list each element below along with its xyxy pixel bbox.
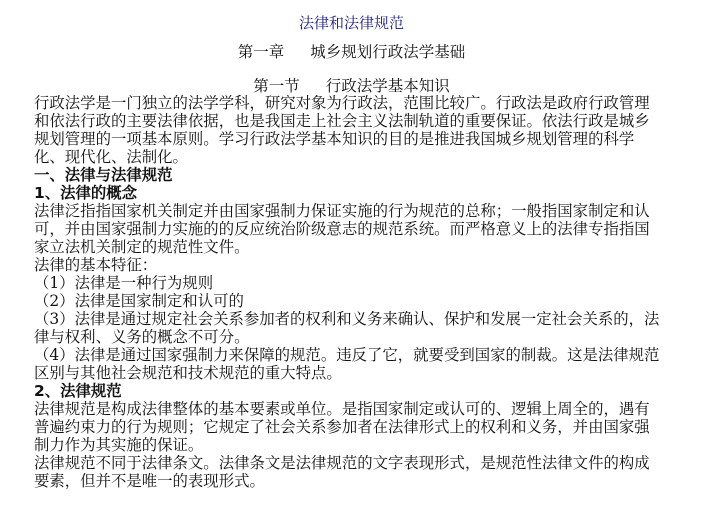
text-line: （2）法律是国家制定和认可的 (34, 292, 244, 310)
subheading-line: 一、法律与法律规范 (34, 166, 173, 184)
chapter-heading (0, 40, 703, 62)
text-line: 法律的基本特征： (34, 256, 158, 274)
text-line: 要素，但并不是唯一的表现形式。 (34, 472, 265, 490)
text-line: （3）法律是通过规定社会关系参加者的权利和义务来确认、保护和发展一定社会关系的，法 (34, 310, 660, 328)
chapter-name: 城乡规划行政法学基础 (310, 43, 466, 61)
text-line: 普遍约束力的行为规则；它规定了社会关系参加者在法律形式上的权利和义务，并由国家强 (34, 418, 650, 436)
document-title: 法律和法律规范 (298, 14, 404, 32)
text-line: 家立法机关制定的规范性文件。 (34, 238, 250, 256)
text-line: 化、现代化、法制化。 (34, 148, 188, 166)
document-body (34, 94, 694, 490)
section-number: 第一节 (253, 77, 300, 95)
subheading-line: 2、法律规范 (34, 382, 122, 400)
text-line: 法律规范不同于法律条文。法律条文是法律规范的文字表现形式，是规范性法律文件的构成 (34, 454, 650, 472)
section-name: 行政法学基本知识 (325, 77, 450, 95)
text-line: 行政法学是一门独立的法学学科，研究对象为行政法，范围比较广。行政法是政府行政管理 (34, 94, 650, 112)
text-line: 律与权利、义务的概念不可分。 (34, 328, 250, 346)
subheading-line: 1、法律的概念 (34, 184, 138, 202)
text-line: （4）法律是通过国家强制力来保障的规范。违反了它，就要受到国家的制裁。这是法律规范 (34, 346, 660, 364)
text-line: （1）法律是一种行为规则 (34, 274, 214, 292)
text-line: 制力作为其实施的保证。 (34, 436, 204, 454)
text-line: 区别与其他社会规范和技术规范的重大特点。 (34, 364, 342, 382)
chapter-number: 第一章 (237, 43, 285, 61)
text-line: 法律泛指指国家机关制定并由国家强制力保证实施的行为规范的总称；一般指国家制定和认 (34, 202, 650, 220)
text-line: 和依法行政的主要法律依据，也是我国走上社会主义法制轨道的重要保证。依法行政是城乡 (34, 112, 650, 130)
text-line: 可，并由国家强制力实施的的反应统治阶级意志的规范系统。而严格意义上的法律专指指国 (34, 220, 650, 238)
section-heading (0, 74, 703, 96)
text-line: 法律规范是构成法律整体的基本要素或单位。是指国家制定或认可的、逻辑上周全的，遇有 (34, 400, 650, 418)
text-line: 规划管理的一项基本原则。学习行政法学基本知识的目的是推进我国城乡规划管理的科学 (34, 130, 635, 148)
